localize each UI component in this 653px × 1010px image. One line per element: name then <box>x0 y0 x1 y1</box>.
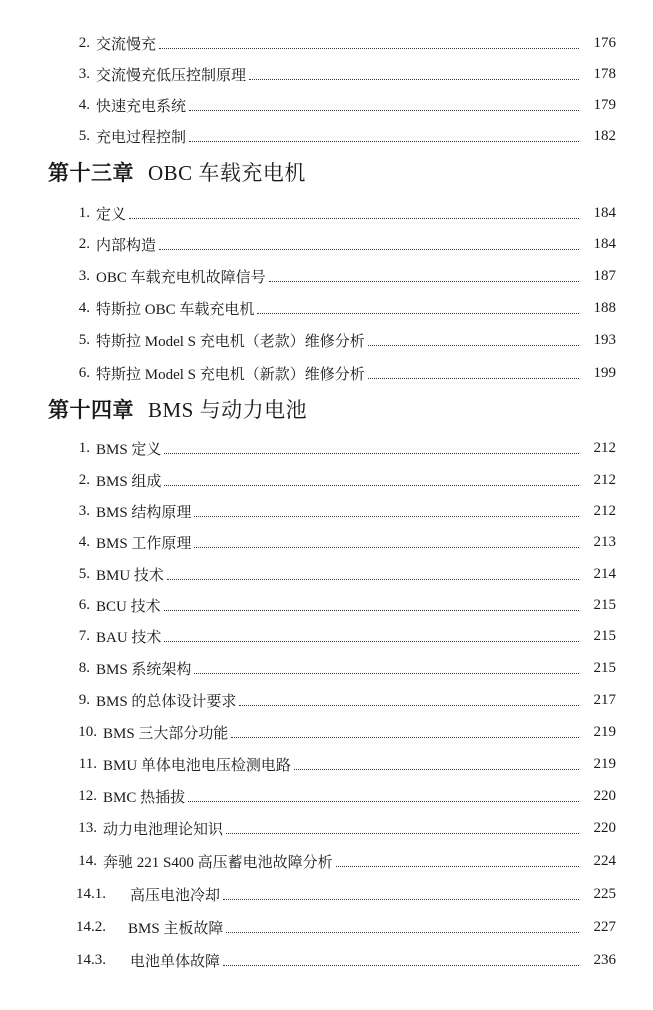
entry-number: 1. <box>78 439 90 456</box>
entry-page-number: 217 <box>593 691 616 708</box>
entry-number: 3. <box>78 65 90 82</box>
entry-page-number: 184 <box>593 235 616 252</box>
entry-number: 1. <box>78 204 90 221</box>
entry-number: 4. <box>78 96 90 113</box>
dot-leader <box>164 485 579 486</box>
entry-title: 特斯拉 Model S 充电机（新款）维修分析 <box>96 366 365 383</box>
chapter-title: BMS 与动力电池 <box>148 398 308 422</box>
entry-page-number: 188 <box>593 299 616 316</box>
entry-number: 14. <box>78 852 97 869</box>
entry-page-number: 236 <box>593 951 616 968</box>
toc-entry[interactable] <box>0 231 653 257</box>
toc-entry[interactable] <box>0 561 653 587</box>
chapter-label: 第十四章 <box>48 398 134 422</box>
entry-title: BAU 技术 <box>96 629 162 646</box>
toc-entry[interactable] <box>0 719 653 745</box>
toc-entry[interactable] <box>0 783 653 809</box>
dot-leader <box>336 866 579 867</box>
entry-number: 4. <box>78 299 90 316</box>
dot-leader <box>189 110 579 111</box>
entry-page-number: 212 <box>593 439 616 456</box>
entry-number: 14.3. <box>76 951 106 968</box>
toc-entry[interactable] <box>0 295 653 321</box>
toc-entry[interactable] <box>0 360 653 386</box>
toc-entry[interactable] <box>0 467 653 493</box>
dot-leader <box>188 801 579 802</box>
toc-entry[interactable] <box>0 815 653 841</box>
entry-page-number: 224 <box>593 852 616 869</box>
toc-entry[interactable] <box>0 327 653 353</box>
entry-title: 快速充电系统 <box>96 98 187 115</box>
entry-number: 3. <box>78 502 90 519</box>
dot-leader <box>164 610 579 611</box>
dot-leader <box>194 516 579 517</box>
toc-entry[interactable] <box>0 123 653 149</box>
entry-title: BMS 定义 <box>96 441 162 458</box>
entry-page-number: 220 <box>593 787 616 804</box>
dot-leader <box>194 673 579 674</box>
entry-page-number: 212 <box>593 502 616 519</box>
entry-title: 奔驰 221 S400 高压蓄电池故障分析 <box>103 854 333 871</box>
entry-number: 14.1. <box>76 885 106 902</box>
entry-number: 7. <box>78 627 90 644</box>
toc-entry[interactable] <box>0 263 653 289</box>
toc-entry[interactable] <box>0 592 653 618</box>
entry-title: 交流慢充 <box>96 36 157 53</box>
entry-number: 4. <box>78 533 90 550</box>
toc-entry[interactable] <box>0 200 653 226</box>
entry-title: 特斯拉 OBC 车载充电机 <box>96 301 255 318</box>
entry-number: 8. <box>78 659 90 676</box>
entry-title: BCU 技术 <box>96 598 161 615</box>
entry-page-number: 219 <box>593 723 616 740</box>
dot-leader <box>257 313 579 314</box>
entry-number: 9. <box>78 691 90 708</box>
entry-number: 5. <box>78 127 90 144</box>
toc-entry[interactable] <box>0 92 653 118</box>
dot-leader <box>189 141 579 142</box>
entry-page-number: 219 <box>593 755 616 772</box>
dot-leader <box>269 281 579 282</box>
toc-entry[interactable] <box>0 751 653 777</box>
entry-page-number: 193 <box>593 331 616 348</box>
toc-entry[interactable] <box>0 914 653 940</box>
dot-leader <box>294 769 579 770</box>
dot-leader <box>164 453 579 454</box>
entry-number: 2. <box>78 235 90 252</box>
entry-page-number: 176 <box>593 34 616 51</box>
entry-page-number: 215 <box>593 627 616 644</box>
entry-page-number: 225 <box>593 885 616 902</box>
dot-leader <box>249 79 579 80</box>
toc-entry[interactable] <box>0 848 653 874</box>
entry-number: 14.2. <box>76 918 106 935</box>
entry-page-number: 212 <box>593 471 616 488</box>
entry-title: 定义 <box>96 206 127 223</box>
entry-title: 高压电池冷却 <box>130 887 221 904</box>
chapter-heading[interactable] <box>48 393 307 425</box>
entry-number: 11. <box>78 755 97 772</box>
entry-title: 交流慢充低压控制原理 <box>96 67 247 84</box>
dot-leader <box>368 378 579 379</box>
dot-leader <box>368 345 579 346</box>
dot-leader <box>159 48 579 49</box>
entry-title: BMS 工作原理 <box>96 535 192 552</box>
entry-page-number: 182 <box>593 127 616 144</box>
entry-page-number: 199 <box>593 364 616 381</box>
entry-title: 内部构造 <box>96 237 157 254</box>
entry-number: 13. <box>78 819 97 836</box>
entry-title: BMC 热插拔 <box>103 789 186 806</box>
entry-title: BMS 系统架构 <box>96 661 192 678</box>
dot-leader <box>231 737 579 738</box>
dot-leader <box>239 705 579 706</box>
entry-number: 2. <box>78 34 90 51</box>
chapter-heading[interactable] <box>48 156 306 188</box>
dot-leader <box>223 965 579 966</box>
entry-page-number: 214 <box>593 565 616 582</box>
chapter-label: 第十三章 <box>48 161 134 185</box>
chapter-title: OBC 车载充电机 <box>148 161 306 185</box>
dot-leader <box>164 641 579 642</box>
entry-title: 充电过程控制 <box>96 129 187 146</box>
entry-page-number: 227 <box>593 918 616 935</box>
entry-page-number: 184 <box>593 204 616 221</box>
entry-number: 12. <box>78 787 97 804</box>
dot-leader <box>129 218 579 219</box>
toc-entry[interactable] <box>0 947 653 973</box>
entry-page-number: 178 <box>593 65 616 82</box>
toc-entry[interactable] <box>0 61 653 87</box>
toc-entry[interactable] <box>0 435 653 461</box>
entry-title: OBC 车载充电机故障信号 <box>96 269 266 286</box>
entry-number: 3. <box>78 267 90 284</box>
entry-title: BMS 组成 <box>96 473 162 490</box>
entry-page-number: 187 <box>593 267 616 284</box>
entry-title: BMS 主板故障 <box>128 920 224 937</box>
toc-entry[interactable] <box>0 529 653 555</box>
dot-leader <box>159 249 579 250</box>
entry-title: BMS 三大部分功能 <box>103 725 229 742</box>
toc-entry[interactable] <box>0 498 653 524</box>
toc-entry[interactable] <box>0 881 653 907</box>
entry-number: 6. <box>78 596 90 613</box>
toc-entry[interactable] <box>0 623 653 649</box>
entry-title: 特斯拉 Model S 充电机（老款）维修分析 <box>96 333 365 350</box>
entry-title: BMU 单体电池电压检测电路 <box>103 757 291 774</box>
entry-page-number: 213 <box>593 533 616 550</box>
entry-page-number: 179 <box>593 96 616 113</box>
entry-page-number: 215 <box>593 659 616 676</box>
dot-leader <box>223 899 579 900</box>
entry-title: 电池单体故障 <box>130 953 221 970</box>
entry-number: 5. <box>78 565 90 582</box>
entry-title: BMS 结构原理 <box>96 504 192 521</box>
entry-title: BMS 的总体设计要求 <box>96 693 237 710</box>
entry-number: 6. <box>78 364 90 381</box>
dot-leader <box>226 833 579 834</box>
entry-number: 2. <box>78 471 90 488</box>
entry-title: 动力电池理论知识 <box>103 821 224 838</box>
entry-page-number: 215 <box>593 596 616 613</box>
dot-leader <box>167 579 579 580</box>
toc-entry[interactable] <box>0 655 653 681</box>
toc-entry[interactable] <box>0 30 653 56</box>
entry-number: 10. <box>78 723 97 740</box>
dot-leader <box>194 547 579 548</box>
toc-entry[interactable] <box>0 687 653 713</box>
entry-number: 5. <box>78 331 90 348</box>
entry-title: BMU 技术 <box>96 567 164 584</box>
entry-page-number: 220 <box>593 819 616 836</box>
dot-leader <box>226 932 579 933</box>
